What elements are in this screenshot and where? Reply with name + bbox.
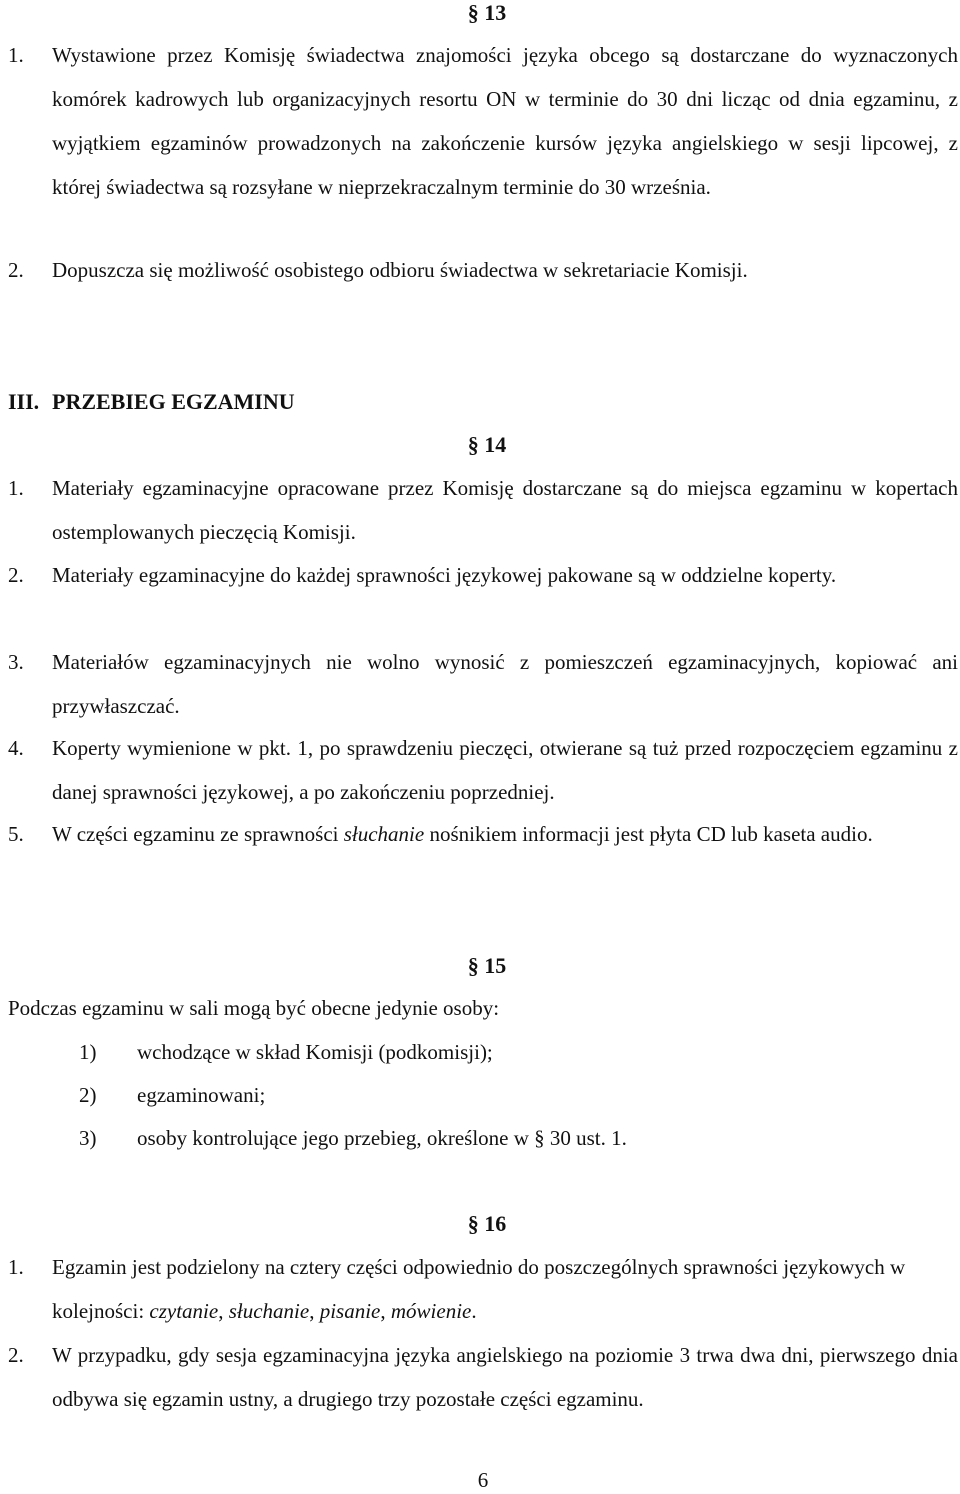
paragraph-14-item-2	[8, 553, 958, 597]
item-text: Materiały egzaminacyjne do każdej sprawności językowej pakowane są w oddzielne koperty.	[52, 563, 837, 587]
section-title: PRZEBIEG EGZAMINU	[52, 389, 295, 414]
section-heading	[8, 389, 295, 415]
item-number: 1.	[8, 43, 24, 67]
text-segment: Egzamin jest podzielony na cztery części odpowiednio do poszczególnych sprawności językowych w kolejności:	[52, 1255, 906, 1323]
item-text: W przypadku, gdy sesja egzaminacyjna języka angielskiego na poziomie 3 trwa dwa dni, pierwszego dnia odbywa się egzamin ustny, a drugiego trzy pozostałe części egzaminu.	[52, 1343, 958, 1411]
item-number: 3.	[8, 650, 24, 674]
paragraph-16-heading: § 16	[467, 1211, 507, 1236]
paragraph-14-item-5	[8, 812, 958, 856]
text-segment: nośnikiem informacji jest płyta CD lub kaseta audio.	[424, 822, 873, 846]
item-text: Materiały egzaminacyjne opracowane przez Komisję dostarczane są do miejsca egzaminu w kopertach ostemplowanych pieczęcią Komisji.	[52, 476, 958, 544]
paragraph-14-item-3	[8, 640, 958, 728]
item-number: 1.	[8, 476, 24, 500]
separator: ,	[309, 1299, 320, 1323]
section-number: III.	[8, 389, 40, 414]
item-text: Koperty wymienione w pkt. 1, po sprawdzeniu pieczęci, otwierane są tuż przed rozpoczęciem egzaminu z danej sprawności językowej, a po zakończeniu poprzedniej.	[52, 736, 958, 804]
paragraph-15-list-item-2	[79, 1073, 959, 1117]
italic-term: mówienie	[390, 1299, 472, 1323]
item-text: Materiałów egzaminacyjnych nie wolno wynosić z pomieszczeń egzaminacyjnych, kopiować ani przywłaszczać.	[52, 650, 958, 718]
separator: ,	[218, 1299, 229, 1323]
item-number: 2.	[8, 1343, 24, 1367]
item-text	[52, 1245, 958, 1333]
paragraph-14-heading: § 14	[467, 432, 507, 457]
paragraph-15-heading: § 15	[467, 953, 507, 978]
text-segment: .	[471, 1299, 477, 1323]
paragraph-13-item-1	[8, 33, 958, 209]
italic-term: czytanie	[149, 1299, 219, 1323]
item-number: 5.	[8, 822, 24, 846]
list-text: osoby kontrolujące jego przebieg, określone w § 30 ust. 1.	[137, 1126, 627, 1150]
list-text: wchodzące w skład Komisji (podkomisji);	[137, 1040, 493, 1064]
item-text: Dopuszcza się możliwość osobistego odbioru świadectwa w sekretariacie Komisji.	[52, 258, 748, 282]
paragraph-15-list-item-1	[79, 1030, 959, 1074]
paragraph-13-heading: § 13	[467, 0, 507, 25]
paragraph-15-intro: Podczas egzaminu w sali mogą być obecne jedynie osoby:	[8, 996, 500, 1020]
list-number: 1)	[79, 1040, 97, 1064]
paragraph-13-item-2	[8, 248, 958, 292]
paragraph-16-item-2	[8, 1333, 958, 1421]
item-number: 1.	[8, 1255, 24, 1279]
text-segment: W części egzaminu ze sprawności	[52, 822, 344, 846]
item-text: Wystawione przez Komisję świadectwa znajomości języka obcego są dostarczane do wyznaczonych komórek kadrowych lub organizacyjnych resortu ON w terminie do 30 dni licząc od dnia egzaminu, z wyjątkiem egzaminów prowadzonych na zakończenie kursów języka angielskiego w sesji lipcowej, z której świadectwa są rozsyłane w nieprzekraczalnym terminie do 30 września.	[52, 43, 958, 199]
separator: ,	[380, 1299, 391, 1323]
list-text: egzaminowani;	[137, 1083, 266, 1107]
paragraph-14-item-4	[8, 726, 958, 814]
list-number: 2)	[79, 1083, 97, 1107]
page-number: 6	[477, 1468, 489, 1492]
item-number: 2.	[8, 563, 24, 587]
italic-term: pisanie	[319, 1299, 381, 1323]
italic-term: słuchanie	[228, 1299, 310, 1323]
paragraph-16-item-1	[8, 1245, 958, 1333]
item-number: 4.	[8, 736, 24, 760]
item-text	[52, 812, 958, 856]
item-number: 2.	[8, 258, 24, 282]
list-number: 3)	[79, 1126, 97, 1150]
paragraph-14-item-1	[8, 466, 958, 554]
italic-term: słuchanie	[343, 822, 425, 846]
paragraph-15-list-item-3	[79, 1116, 959, 1160]
